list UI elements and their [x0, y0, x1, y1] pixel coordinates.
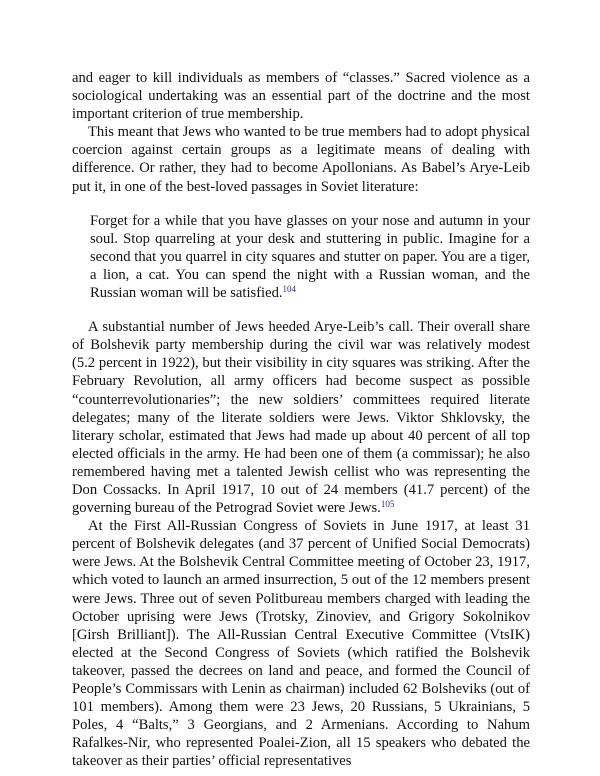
paragraph-4: At the First All-Russian Congress of Soviets in June 1917, at least 31 percent of Bolshevik delegates (and 37 percent of Unified Social Democrats) were Jews. At the Bolshevik Central Committee meeting of October 23, 1917, which voted to launch an armed insurrection, 5 out of the 12 members present were Jews. Three out of seven Politbureau members charged with leading the October uprising were Jews (Trotsky, Zinoviev, and Grigory Sokolnikov [Girsh Brilliant]). The All-Russian Central Executive Committee (VtsIK) elected at the Second Congress of Soviets (which ratified the Bolshevik takeover, passed the decrees on land and peace, and formed the Council of People’s Commissars with Lenin as chairman) included 62 Bolsheviks (out of 101 members). Among them were 23 Jews, 20 Russians, 5 Ukrainians, 5 Poles, 4 “Balts,” 3 Georgians, and 2 Armenians. According to Nahum Rafalkes-Nir, who represented Poalei-Zion, all 15 speakers who debated the takeover as their parties’ official representatives: [72, 518, 530, 770]
document-page: [72, 69, 530, 770]
block-quote-text: [90, 212, 530, 302]
block-quote: [90, 212, 530, 302]
paragraph-3: [72, 318, 530, 517]
paragraph-3-body: A substantial number of Jews heeded Arye-Leib’s call. Their overall share of Bolshevik party membership during the civil war was relatively modest (5.2 percent in 1922), but their visibility in city squares was striking. After the February Revolution, all army officers had become suspect as possible “counterrevolutionaries”; the new soldiers’ committees required literate delegates; many of the literate soldiers were Jews. Viktor Shklovsky, the literary scholar, estimated that Jews had made up about 40 percent of all top elected officials in the army. He had been one of them (a commissar); he also remembered having met a talented Jewish cellist who was representing the Don Cossacks. In April 1917, 10 out of 24 members (41.7 percent) of the governing bureau of the Petrograd Soviet were Jews.: [72, 319, 530, 517]
footnote-ref-105[interactable]: 105: [380, 499, 395, 510]
paragraph-1: and eager to kill individuals as members of “classes.” Sacred violence as a sociological undertaking was an essential part of the doctrine and the most important criterion of true membership.: [72, 70, 530, 123]
block-quote-body: Forget for a while that you have glasses on your nose and autumn in your soul. Stop quarreling at your desk and stuttering in public. Imagine for a second that you quarrel in city squares and stutter on paper. You are a tiger, a lion, a cat. You can spend the night with a Russian woman, and the Russian woman will be satisfied.: [90, 212, 530, 302]
footnote-ref-104[interactable]: 104: [282, 284, 297, 295]
paragraph-2: This meant that Jews who wanted to be true members had to adopt physical coercion against certain groups as a legitimate means of dealing with difference. Or rather, they had to become Apollonians. As Babel’s Arye-Leib put it, in one of the best-loved passages in Soviet literature:: [72, 124, 530, 195]
